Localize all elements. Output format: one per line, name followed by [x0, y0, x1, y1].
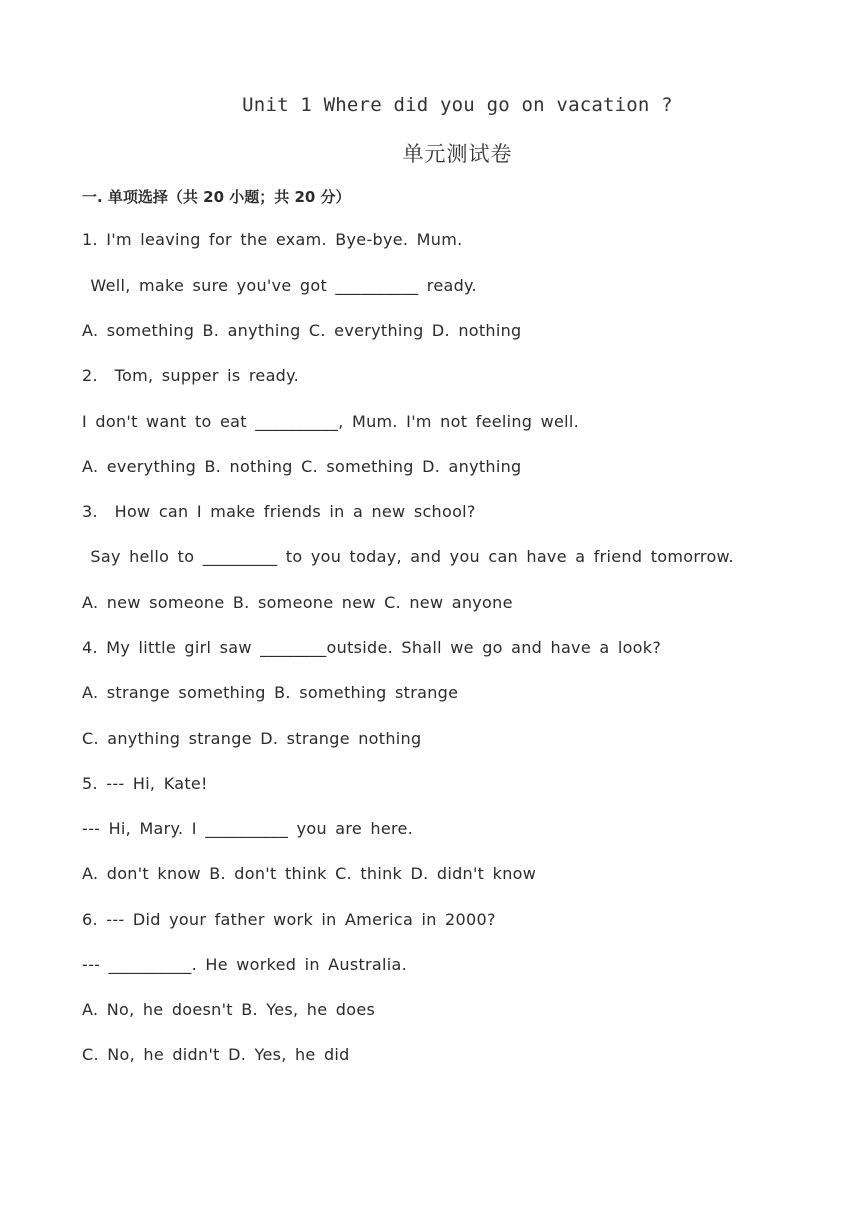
question-2-reply: I don't want to eat __________, Mum. I'm not feeling well. [82, 412, 580, 431]
question-2-options: A. everything B. nothing C. something D. anything [82, 457, 522, 476]
question-1-reply: Well, make sure you've got __________ ready. [82, 276, 477, 295]
question-4-prompt: 4. My little girl saw ________outside. Shall we go and have a look? [82, 638, 662, 657]
question-3-options: A. new someone B. someone new C. new anyone [82, 593, 513, 612]
question-5-prompt: 5. --- Hi, Kate! [82, 774, 208, 793]
question-6-prompt: 6. --- Did your father work in America in 2000? [82, 910, 496, 929]
section-heading: 一. 单项选择（共 20 小题；共 20 分） [82, 188, 351, 206]
question-4-options-ab: A. strange something B. something strange [82, 683, 459, 702]
question-3-reply: Say hello to _________ to you today, and you can have a friend tomorrow. [82, 547, 734, 566]
question-6-options-ab: A. No, he doesn't B. Yes, he does [82, 1000, 376, 1019]
question-1-options: A. something B. anything C. everything D. nothing [82, 321, 522, 340]
document-subtitle: 单元测试卷 [402, 142, 513, 166]
question-3-prompt: 3. How can I make friends in a new school? [82, 502, 476, 521]
question-6-reply: --- __________. He worked in Australia. [82, 955, 408, 974]
question-6-options-cd: C. No, he didn't D. Yes, he did [82, 1045, 350, 1064]
question-5-reply: --- Hi, Mary. I __________ you are here. [82, 819, 414, 838]
question-4-options-cd: C. anything strange D. strange nothing [82, 729, 422, 748]
question-5-options: A. don't know B. don't think C. think D. didn't know [82, 864, 537, 883]
question-1-prompt: 1. I'm leaving for the exam. Bye-bye. Mum. [82, 230, 463, 249]
document-title: Unit 1 Where did you go on vacation ? [242, 94, 673, 116]
question-2-prompt: 2. Tom, supper is ready. [82, 366, 300, 385]
